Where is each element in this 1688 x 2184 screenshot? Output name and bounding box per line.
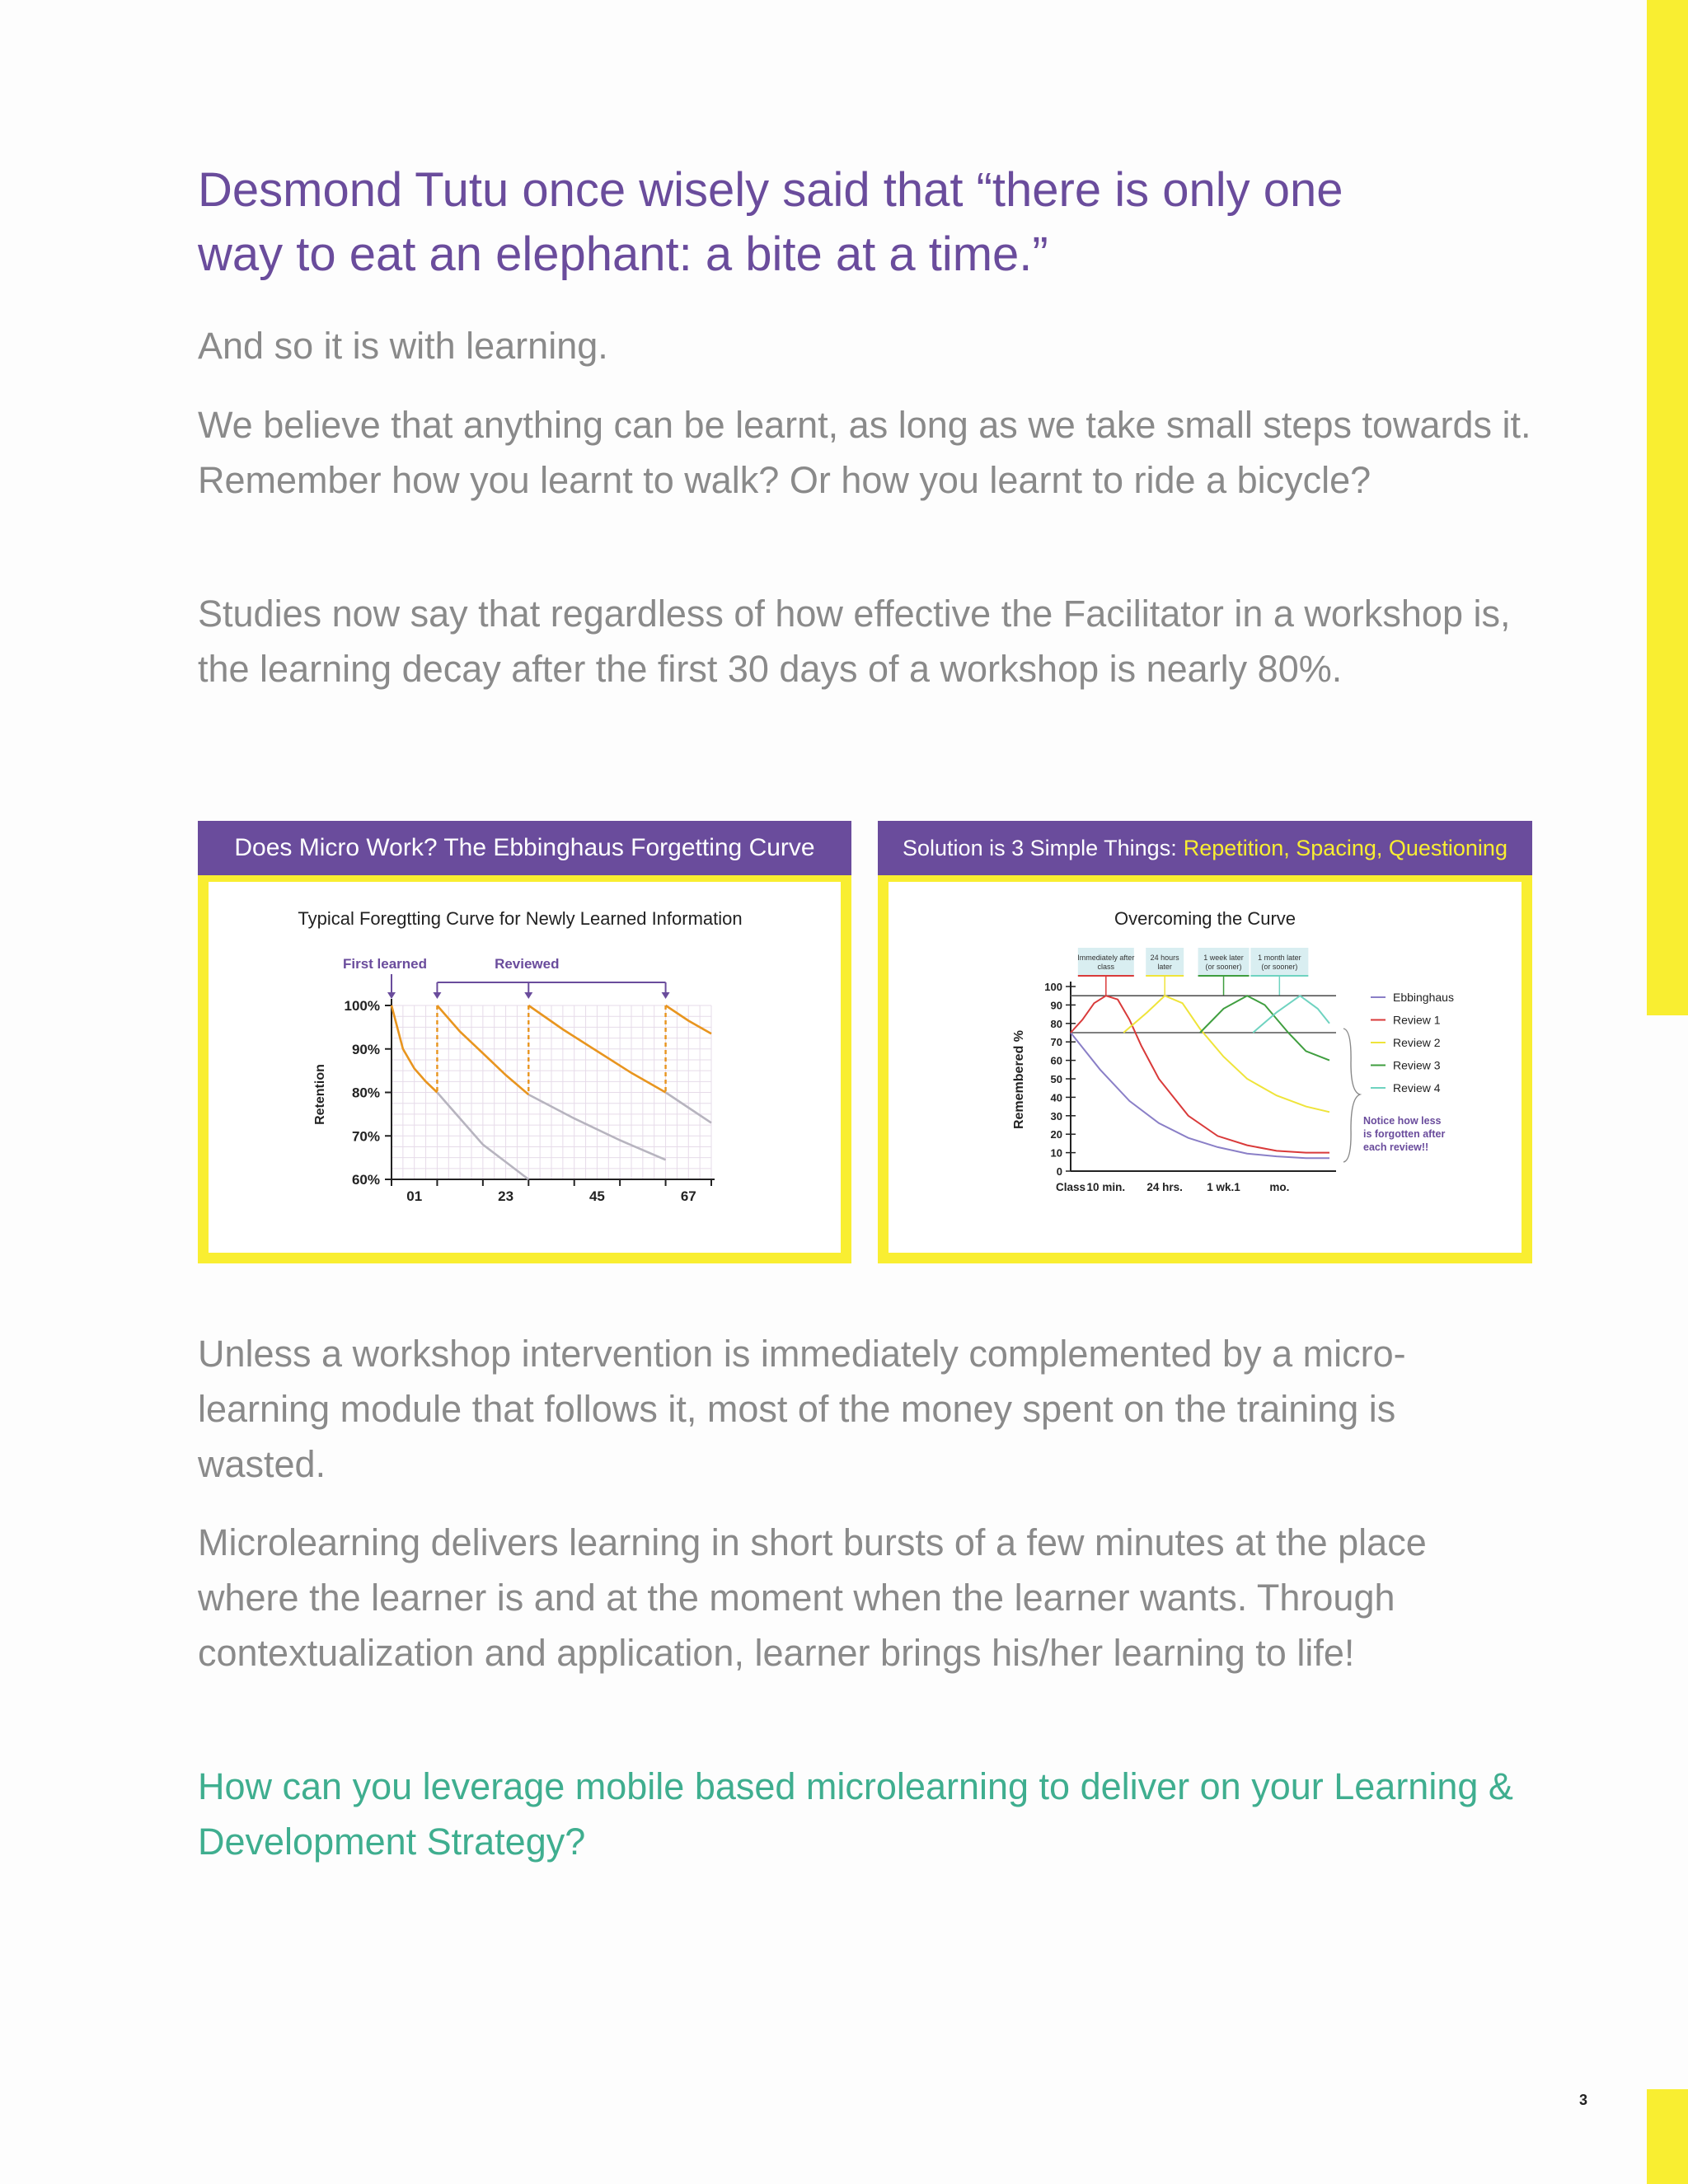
quote-heading: Desmond Tutu once wisely said that “there is only one way to eat an elephant: a bite at a time.”	[198, 163, 1343, 281]
y-axis-label: Retention	[313, 1064, 327, 1125]
accent-bar-top	[1647, 0, 1688, 1015]
y-tick-label: 100%	[344, 998, 380, 1014]
y-tick-label: 60	[1050, 1054, 1062, 1067]
y-tick-label: 10	[1050, 1146, 1062, 1160]
legend-label: Review 2	[1393, 1036, 1441, 1049]
y-tick-label: 70	[1050, 1036, 1062, 1049]
time-tag	[1250, 948, 1308, 976]
x-tick-label: 24 hrs.	[1146, 1181, 1183, 1193]
chart-title: Typical Foregtting Curve for Newly Learned Information	[298, 908, 743, 929]
note-line: each review!!	[1363, 1141, 1429, 1153]
note-line: Notice how less	[1363, 1115, 1442, 1127]
arrowhead	[433, 992, 441, 999]
series-line	[1253, 996, 1329, 1033]
y-tick-label: 100	[1044, 981, 1062, 993]
forgetting-curve-banner: Does Micro Work? The Ebbinghaus Forgetting Curve	[198, 821, 851, 875]
time-tag-label: 1 month later	[1258, 954, 1301, 962]
time-tag-label: class	[1097, 963, 1115, 971]
paragraph-learning-decay: Studies now say that regardless of how effective the Facilitator in a workshop is, the learning decay after the first 30 days of a workshop is nearly 80%.	[198, 593, 1511, 690]
legend-brace	[1343, 1029, 1360, 1162]
time-tag-label: Immediately after	[1077, 954, 1135, 962]
y-tick-label: 60%	[351, 1172, 380, 1188]
chart-note	[1363, 1115, 1445, 1153]
x-tick-label: mo.	[1269, 1181, 1290, 1193]
legend-label: Review 4	[1393, 1081, 1441, 1094]
note-line: is forgotten after	[1363, 1128, 1446, 1140]
overcoming-curve-frame	[878, 875, 1532, 1263]
x-tick-label: Class	[1055, 1181, 1086, 1193]
y-tick-label: 50	[1050, 1073, 1062, 1085]
y-tick-label: 80	[1050, 1017, 1062, 1030]
series-line	[1123, 996, 1329, 1112]
legend-label: Ebbinghaus	[1393, 991, 1454, 1004]
banner-prefix: Solution is 3 Simple Things:	[903, 835, 1177, 860]
y-tick-label: 90	[1050, 999, 1062, 1012]
legend-label: Review 3	[1393, 1058, 1441, 1072]
overcoming-curve-chart	[889, 882, 1522, 1263]
series-line	[1071, 996, 1329, 1152]
time-tag	[1198, 948, 1250, 976]
y-axis-label: Remembered %	[1012, 1029, 1026, 1130]
time-tag-label: (or sooner)	[1205, 963, 1242, 971]
forgetting-curve-figure	[198, 821, 851, 1263]
chart-title: Overcoming the Curve	[1114, 908, 1296, 929]
x-tick-label: 67	[680, 1188, 696, 1204]
chart-grid	[392, 1005, 711, 1179]
time-tag-label: 1 week later	[1203, 954, 1244, 962]
x-tick-label: 23	[498, 1188, 514, 1204]
first-learned-label: First learned	[342, 956, 428, 972]
y-tick-label: 0	[1056, 1165, 1062, 1178]
y-tick-label: 20	[1050, 1128, 1062, 1141]
y-tick-label: 80%	[351, 1085, 380, 1101]
arrowhead	[524, 992, 532, 999]
chart-time-tags	[1077, 948, 1308, 996]
x-tick-label: 1 wk.1	[1207, 1181, 1240, 1193]
forgetting-curve-chart	[209, 882, 841, 1263]
x-tick-label: 01	[406, 1188, 423, 1204]
y-tick-label: 90%	[351, 1041, 380, 1057]
x-tick-label: 10 min.	[1086, 1181, 1126, 1193]
paragraph-small-steps: We believe that anything can be learnt, as long as we take small steps towards it. Remember how you learnt to walk? Or how you learnt to ride a bicycle?	[198, 404, 1531, 501]
chart-series	[1071, 996, 1329, 1158]
time-tag	[1146, 948, 1184, 976]
time-tag	[1078, 948, 1134, 976]
y-tick-label: 40	[1050, 1091, 1062, 1104]
arrowhead	[387, 992, 396, 999]
accent-bar-bottom	[1647, 2089, 1688, 2184]
x-tick-label: 45	[588, 1188, 605, 1204]
chart-annotations	[343, 956, 670, 999]
paragraph-microlearning: Microlearning delivers learning in short bursts of a few minutes at the place where the learner is and at the moment when the learner wants. Through contextualization and application, learner brings his/her learning to life!	[198, 1521, 1427, 1674]
time-tag-label: later	[1157, 963, 1172, 971]
legend-label: Review 1	[1393, 1013, 1441, 1027]
series-line	[1071, 1033, 1329, 1158]
forgetting-curve-frame	[198, 875, 851, 1263]
overcoming-curve-banner	[878, 821, 1532, 875]
time-tag-label: (or sooner)	[1261, 963, 1298, 971]
banner-highlight: Repetition, Spacing, Questioning	[1183, 835, 1507, 860]
arrowhead	[662, 992, 670, 999]
time-tag-label: 24 hours	[1150, 954, 1179, 962]
y-tick-label: 30	[1050, 1109, 1062, 1122]
overcoming-curve-figure	[878, 821, 1532, 1263]
call-to-action: How can you leverage mobile based microlearning to deliver on your Learning & Development Strategy?	[198, 1765, 1513, 1863]
paragraph-intro: And so it is with learning.	[198, 325, 608, 367]
paragraph-workshop: Unless a workshop intervention is immediately complemented by a micro-learning module that follows it, most of the money spent on the training is wasted.	[198, 1333, 1406, 1485]
y-tick-label: 70%	[351, 1128, 380, 1145]
reviewed-label: Reviewed	[495, 956, 560, 972]
page-number: 3	[1579, 2092, 1588, 2108]
